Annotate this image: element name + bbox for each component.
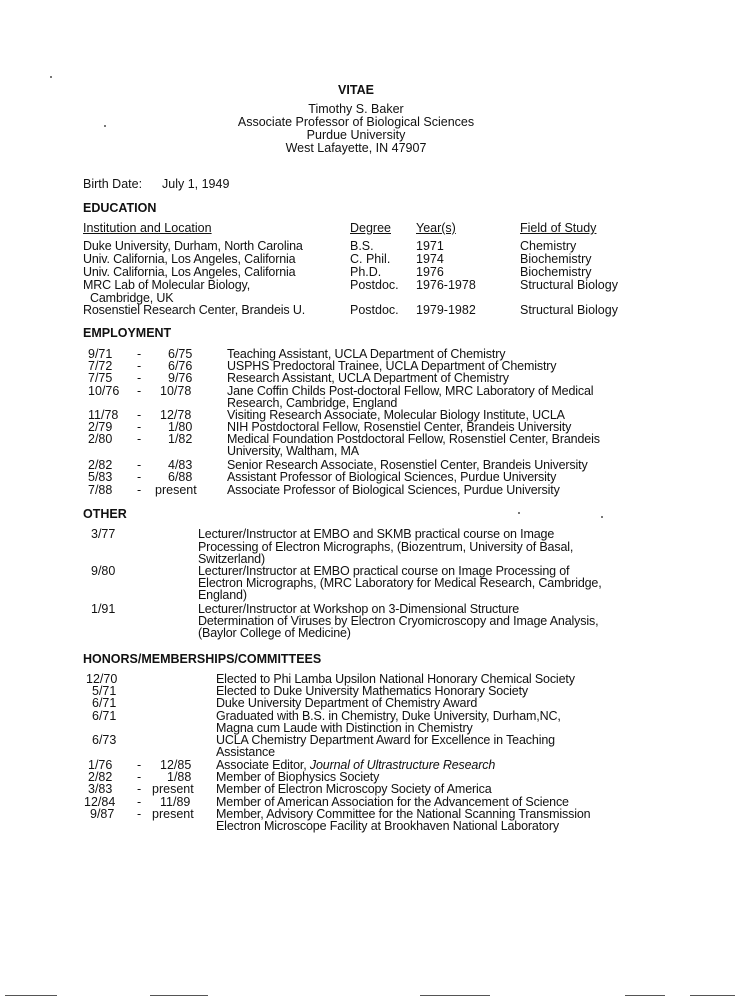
edu-degree: C. Phil. [350, 252, 391, 266]
scan-speck [518, 512, 520, 514]
col-degree: Degree [350, 221, 391, 235]
other-desc-cont: Processing of Electron Micrographs, (Biozentrum, University of Basal, [198, 540, 574, 554]
birth-value: July 1, 1949 [162, 177, 230, 191]
scan-edge [420, 995, 490, 996]
hon-from: 5/71 [92, 684, 117, 698]
hon-to: 1/88 [167, 770, 192, 784]
hon-desc-cont: Magna cum Laude with Distinction in Chemistry [216, 721, 473, 735]
emp-to: 6/88 [168, 470, 193, 484]
page-title: VITAE [338, 83, 374, 97]
other-desc-cont: Determination of Viruses by Electron Cryomicroscopy and Image Analysis, [198, 614, 599, 628]
edu-years: 1976 [416, 265, 444, 279]
edu-institution: Duke University, Durham, North Carolina [83, 239, 303, 253]
col-field: Field of Study [520, 221, 597, 235]
edu-degree: Postdoc. [350, 303, 399, 317]
edu-institution: Univ. California, Los Angeles, California [83, 252, 296, 266]
other-desc: Lecturer/Instructor at Workshop on 3-Dimensional Structure [198, 602, 520, 616]
hon-desc-text: Associate Editor, [216, 758, 310, 772]
hon-from: 12/70 [86, 672, 118, 686]
hon-from: 1/76 [88, 758, 113, 772]
emp-from: 7/72 [88, 359, 113, 373]
other-date: 9/80 [91, 564, 116, 578]
hon-desc: Elected to Duke University Mathematics Honorary Society [216, 684, 529, 698]
hon-to: present [152, 782, 194, 796]
edu-institution: Univ. California, Los Angeles, California [83, 265, 296, 279]
emp-to: 1/80 [168, 420, 193, 434]
edu-years: 1976-1978 [416, 278, 476, 292]
edu-degree: Postdoc. [350, 278, 399, 292]
col-institution: Institution and Location [83, 221, 212, 235]
employment-heading: EMPLOYMENT [83, 326, 172, 340]
scan-edge [5, 995, 57, 996]
scan-edge [690, 995, 735, 996]
journal-title: Journal of Ultrastructure Research [309, 758, 496, 772]
hon-from: 6/71 [92, 709, 117, 723]
other-desc-cont: Electron Micrographs, (MRC Laboratory for Medical Research, Cambridge, [198, 576, 602, 590]
other-desc: Lecturer/Instructor at EMBO and SKMB practical course on Image [198, 527, 555, 541]
education-heading: EDUCATION [83, 201, 157, 215]
hon-desc: Member of Electron Microscopy Society of America [216, 782, 492, 796]
other-desc: Lecturer/Instructor at EMBO practical course on Image Processing of [198, 564, 570, 578]
hon-from: 2/82 [88, 770, 113, 784]
edu-institution: MRC Lab of Molecular Biology, [83, 278, 251, 292]
hon-desc: Member of American Association for the Advancement of Science [216, 795, 569, 809]
col-years: Year(s) [416, 221, 456, 235]
edu-field: Biochemistry [520, 265, 592, 279]
emp-to: 6/75 [168, 347, 193, 361]
emp-desc: Visiting Research Associate, Molecular Biology Institute, UCLA [227, 408, 565, 422]
emp-from: 2/79 [88, 420, 113, 434]
edu-institution: Rosenstiel Research Center, Brandeis U. [83, 303, 306, 317]
edu-degree: B.S. [350, 239, 374, 253]
emp-from: 9/71 [88, 347, 113, 361]
emp-to: 12/78 [160, 408, 192, 422]
emp-to: 1/82 [168, 432, 193, 446]
emp-from: 7/88 [88, 483, 113, 497]
emp-from: 2/80 [88, 432, 113, 446]
other-desc-cont: England) [198, 588, 247, 602]
hon-to: 12/85 [160, 758, 192, 772]
edu-degree: Ph.D. [350, 265, 382, 279]
hon-from: 12/84 [84, 795, 116, 809]
emp-desc: Jane Coffin Childs Post-doctoral Fellow, MRC Laboratory of Medical [227, 384, 594, 398]
emp-desc: Teaching Assistant, UCLA Department of Chemistry [227, 347, 506, 361]
emp-desc-cont: Research, Cambridge, England [227, 396, 398, 410]
emp-from: 7/75 [88, 371, 113, 385]
emp-desc: Research Assistant, UCLA Department of Chemistry [227, 371, 509, 385]
cv-page: VITAE Timothy S. Baker Associate Professor of Biological Sciences Purdue University West Lafayette, IN 47907 Birth Date: July 1, 1949 EDUCATION Institution and Location Degree Year(s) Field of Study Duke University, Durham, North Carolina B.S. 1971 Chemistry Univ. California, Los Angeles, California C. Phil. 1974 Biochemistry Univ. California, Los Angeles, California Ph.D. 1976 Biochemistry MRC Lab of Molecular Biology, Cambridge, UK Postdoc. 1976-1978 Structural Biology Rosenstiel Research Center, Brandeis U. Postdoc. 1979-1982 Structural Biology EMPLOYMENT 9/71 - 6/75 Teaching Assistant, UCLA Department of Chemistry 7/72 - 6/76 USPHS Predoctoral Trainee, UCLA Department of Chemistry 7/75 - 9/76 Research Assistant, UCLA Department of Chemistry 10/76 - 10/78 Jane Coffin Childs Post-doctoral Fellow, MRC Laboratory of Medical Research, Cambridge, England 11/78 - 12/78 Visiting Research Associate, Molecular Biology Institute, UCLA 2/79 - 1/80 NIH Postdoctoral Fellow, Rosenstiel Center, Brandeis University 2/80 - 1/82 Medical Foundation Postdoctoral Fellow, Rosenstiel Center, Brandeis University, Waltham, MA 2/82 - 4/83 Senior Research Associate, Rosenstiel Center, Brandeis University 5/83 - 6/88 Assistant Professor of Biological Sciences, Purdue University 7/88 - present Associate Professor of Biological Sciences, Purdue University OTHER 3/77 Lecturer/Instructor at EMBO and SKMB practical course on Image Processing of Electron Micrographs, (Biozentrum, University of Basal, Switzerland) 9/80 Lecturer/Instructor at EMBO practical course on Image Processing of Electron Micrographs, (MRC Laboratory for Medical Research, Cambridge, England) 1/91 Lecturer/Instructor at Workshop on 3-Dimensional Structure Determination of Viruses by Electron Cryomicroscopy and Image Analysis, (Baylor College of Medicine) HONORS/MEMBERSHIPS/COMMITTEES 12/70 Elected to Phi Lamba Upsilon National Honorary Chemical Society 5/71 Elected to Duke University Mathematics Honorary Society 6/71 Duke University Department of Chemistry Award 6/71 Graduated with B.S. in Chemistry, Duke University, Durham,NC, Magna cum Laude with Distinction in Chemistry 6/73 UCLA Chemistry Department Award for Excellence in Teaching Assistance 1/76 - 12/85 Associate Editor, Journal of Ultrastructure Research 2/82 - 1/88 Member of Biophysics Society 3/83 - present Member of Electron Microscopy Society of America 12/84 - 11/89 Member of American Association for the Advancement of Science 9/87 - present Member, Advisory Committee for the National Scanning Transmission Electron Microscope Facility at Brookhaven National Laboratory [0, 0, 754, 1000]
emp-desc: NIH Postdoctoral Fellow, Rosenstiel Center, Brandeis University [227, 420, 572, 434]
person-university: Purdue University [306, 128, 406, 142]
emp-desc: Associate Professor of Biological Sciences, Purdue University [227, 483, 560, 497]
hon-desc-cont: Electron Microscope Facility at Brookhaven National Laboratory [216, 819, 559, 833]
edu-institution-cont: Cambridge, UK [90, 291, 174, 305]
edu-years: 1979-1982 [416, 303, 476, 317]
other-date: 3/77 [91, 527, 116, 541]
edu-field: Structural Biology [520, 303, 618, 317]
hon-from: 6/71 [92, 696, 117, 710]
edu-years: 1971 [416, 239, 444, 253]
emp-desc: Assistant Professor of Biological Sciences, Purdue University [227, 470, 557, 484]
hon-desc: Elected to Phi Lamba Upsilon National Honorary Chemical Society [216, 672, 575, 686]
edu-field: Biochemistry [520, 252, 592, 266]
person-city: West Lafayette, IN 47907 [285, 141, 427, 155]
hon-to: present [152, 807, 194, 821]
person-position: Associate Professor of Biological Sciences [237, 115, 475, 129]
emp-to: 4/83 [168, 458, 193, 472]
emp-desc-cont: University, Waltham, MA [227, 444, 359, 458]
emp-desc: USPHS Predoctoral Trainee, UCLA Department of Chemistry [227, 359, 557, 373]
other-desc-cont: (Baylor College of Medicine) [198, 626, 351, 640]
other-date: 1/91 [91, 602, 116, 616]
emp-to: 10/78 [160, 384, 192, 398]
scan-edge [150, 995, 208, 996]
hon-desc: Member, Advisory Committee for the National Scanning Transmission [216, 807, 591, 821]
scan-speck [601, 516, 603, 518]
hon-desc: Duke University Department of Chemistry Award [216, 696, 478, 710]
hon-from: 3/83 [88, 782, 113, 796]
emp-from: 10/76 [88, 384, 120, 398]
hon-desc-cont: Assistance [216, 745, 275, 759]
other-desc-cont: Switzerland) [198, 552, 265, 566]
emp-to: present [155, 483, 197, 497]
emp-desc: Senior Research Associate, Rosenstiel Center, Brandeis University [227, 458, 588, 472]
hon-from: 6/73 [92, 733, 117, 747]
emp-to: 6/76 [168, 359, 193, 373]
hon-desc: Member of Biophysics Society [216, 770, 380, 784]
hon-desc: UCLA Chemistry Department Award for Excellence in Teaching [216, 733, 555, 747]
emp-to: 9/76 [168, 371, 193, 385]
person-name: Timothy S. Baker [308, 102, 404, 116]
hon-to: 11/89 [160, 795, 191, 809]
scan-speck [50, 76, 52, 78]
honors-heading: HONORS/MEMBERSHIPS/COMMITTEES [83, 652, 322, 666]
emp-from: 11/78 [88, 408, 119, 422]
edu-years: 1974 [416, 252, 444, 266]
other-heading: OTHER [83, 507, 127, 521]
hon-desc: Graduated with B.S. in Chemistry, Duke University, Durham,NC, [216, 709, 561, 723]
edu-field: Structural Biology [520, 278, 618, 292]
edu-field: Chemistry [520, 239, 577, 253]
hon-from: 9/87 [90, 807, 115, 821]
emp-from: 2/82 [88, 458, 113, 472]
scan-edge [625, 995, 665, 996]
emp-desc: Medical Foundation Postdoctoral Fellow, Rosenstiel Center, Brandeis [227, 432, 600, 446]
birth-label: Birth Date: [83, 177, 143, 191]
emp-from: 5/83 [88, 470, 113, 484]
